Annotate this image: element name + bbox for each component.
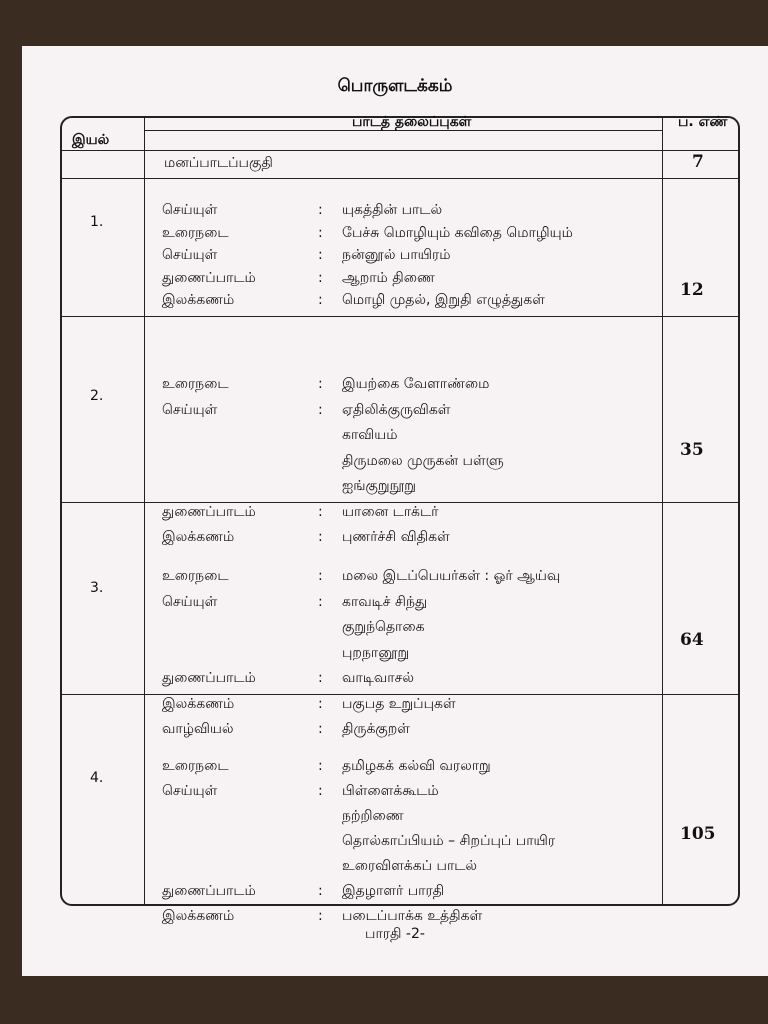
section-type: இலக்கணம் — [162, 908, 235, 924]
lesson-topic: குறுந்தொகை — [342, 619, 425, 635]
header-unit: இயல் — [72, 132, 110, 148]
lesson-topic: திருக்குறள் — [342, 721, 410, 737]
divider — [62, 316, 738, 317]
section-type: செய்யுள் — [162, 593, 218, 610]
section-type: செய்யுள் — [162, 247, 218, 264]
section-type: இலக்கணம் — [162, 292, 235, 309]
footer-page-label: பாரதி -2- — [365, 926, 425, 942]
row-separator: : — [318, 269, 323, 286]
unit-number: 3. — [90, 580, 104, 596]
lesson-topic: தொல்காப்பியம் – சிறப்புப் பாயிர — [342, 833, 556, 849]
row-separator: : — [318, 202, 323, 218]
lesson-topic: இயற்கை வேளாண்மை — [342, 376, 490, 392]
contents-table — [60, 114, 740, 924]
section-type: செய்யுள் — [162, 401, 218, 418]
lesson-topic: காவியம் — [342, 427, 398, 443]
unit-page-number: 12 — [680, 280, 704, 300]
divider — [62, 178, 738, 179]
unit-page-number: 35 — [680, 440, 704, 460]
row-separator: : — [318, 401, 323, 418]
lesson-topic: மொழி முதல், இறுதி எழுத்துகள் — [342, 292, 545, 309]
document-page — [22, 46, 768, 976]
header-page-no: ப. எண் — [678, 114, 728, 130]
section-type: இலக்கணம் — [162, 529, 235, 545]
section-type: துணைப்பாடம் — [162, 883, 256, 899]
lesson-topic: திருமலை முருகன் பள்ளு — [342, 452, 504, 469]
row-separator: : — [318, 568, 323, 584]
section-type: செய்யுள் — [162, 202, 218, 218]
row-separator: : — [318, 721, 323, 737]
lesson-topic: காவடிச் சிந்து — [342, 593, 428, 610]
lesson-topic: ஐங்குறுநூறு — [342, 478, 416, 494]
lesson-topic: நற்றிணை — [342, 808, 404, 824]
lesson-topic: நன்னூல் பாயிரம் — [342, 247, 451, 264]
row-separator: : — [318, 758, 323, 774]
lesson-topic: ஏதிலிக்குருவிகள் — [342, 401, 451, 418]
lesson-topic: படைப்பாக்க உத்திகள் — [342, 908, 483, 924]
section-type: உரைநடை — [162, 758, 229, 774]
divider — [62, 150, 738, 151]
lesson-topic: மலை இடப்பெயர்கள் : ஓர் ஆய்வு — [342, 568, 561, 584]
row-separator: : — [318, 883, 323, 899]
section-type: உரைநடை — [162, 568, 229, 584]
lesson-topic: பிள்ளைக்கூடம் — [342, 783, 439, 799]
section-type: வாழ்வியல் — [162, 721, 234, 737]
row-separator: : — [318, 529, 323, 545]
unit-number: 4. — [90, 770, 104, 786]
lesson-topic: பகுபத உறுப்புகள் — [342, 695, 456, 712]
section-type: உரைநடை — [162, 224, 229, 241]
section-type: இலக்கணம் — [162, 695, 235, 712]
unit-page-number: 64 — [680, 630, 704, 650]
row-separator: : — [318, 695, 323, 712]
row-separator: : — [318, 376, 323, 392]
row-separator: : — [318, 292, 323, 309]
row-separator: : — [318, 670, 323, 686]
lesson-topic: பேச்சு மொழியும் கவிதை மொழியும் — [342, 224, 573, 241]
page-title: பொருளடக்கம் — [337, 76, 453, 96]
section-type: செய்யுள் — [162, 783, 218, 799]
divider — [144, 118, 145, 906]
lesson-topic: வாடிவாசல் — [342, 670, 414, 686]
lesson-topic: இதழாளர் பாரதி — [342, 883, 445, 899]
lesson-topic: யுகத்தின் பாடல் — [342, 202, 443, 218]
section-type: துணைப்பாடம் — [162, 503, 256, 520]
section-type: துணைப்பாடம் — [162, 670, 256, 686]
lesson-topic: யானை டாக்டர் — [342, 503, 439, 520]
header-topics: பாடத் தலைப்புகள் — [352, 114, 472, 130]
lesson-topic: தமிழகக் கல்வி வரலாறு — [342, 758, 491, 774]
row-separator: : — [318, 224, 323, 241]
lesson-topic: புறநானூறு — [342, 644, 410, 661]
row-separator: : — [318, 503, 323, 520]
row-separator: : — [318, 593, 323, 610]
section-type: துணைப்பாடம் — [162, 269, 256, 286]
row-separator: : — [318, 908, 323, 924]
divider — [662, 118, 663, 906]
lesson-topic: உரைவிளக்கப் பாடல் — [342, 858, 478, 874]
unit-page-number: 105 — [680, 824, 716, 844]
unit-number: 1. — [90, 214, 104, 230]
lesson-topic: புணர்ச்சி விதிகள் — [342, 529, 450, 545]
unit-number: 2. — [90, 388, 104, 404]
row-separator: : — [318, 783, 323, 799]
section-type: உரைநடை — [162, 376, 229, 392]
lesson-topic: ஆறாம் திணை — [342, 269, 435, 286]
intro-label: மனப்பாடப்பகுதி — [164, 155, 273, 171]
row-separator: : — [318, 247, 323, 264]
intro-page: 7 — [692, 152, 704, 172]
